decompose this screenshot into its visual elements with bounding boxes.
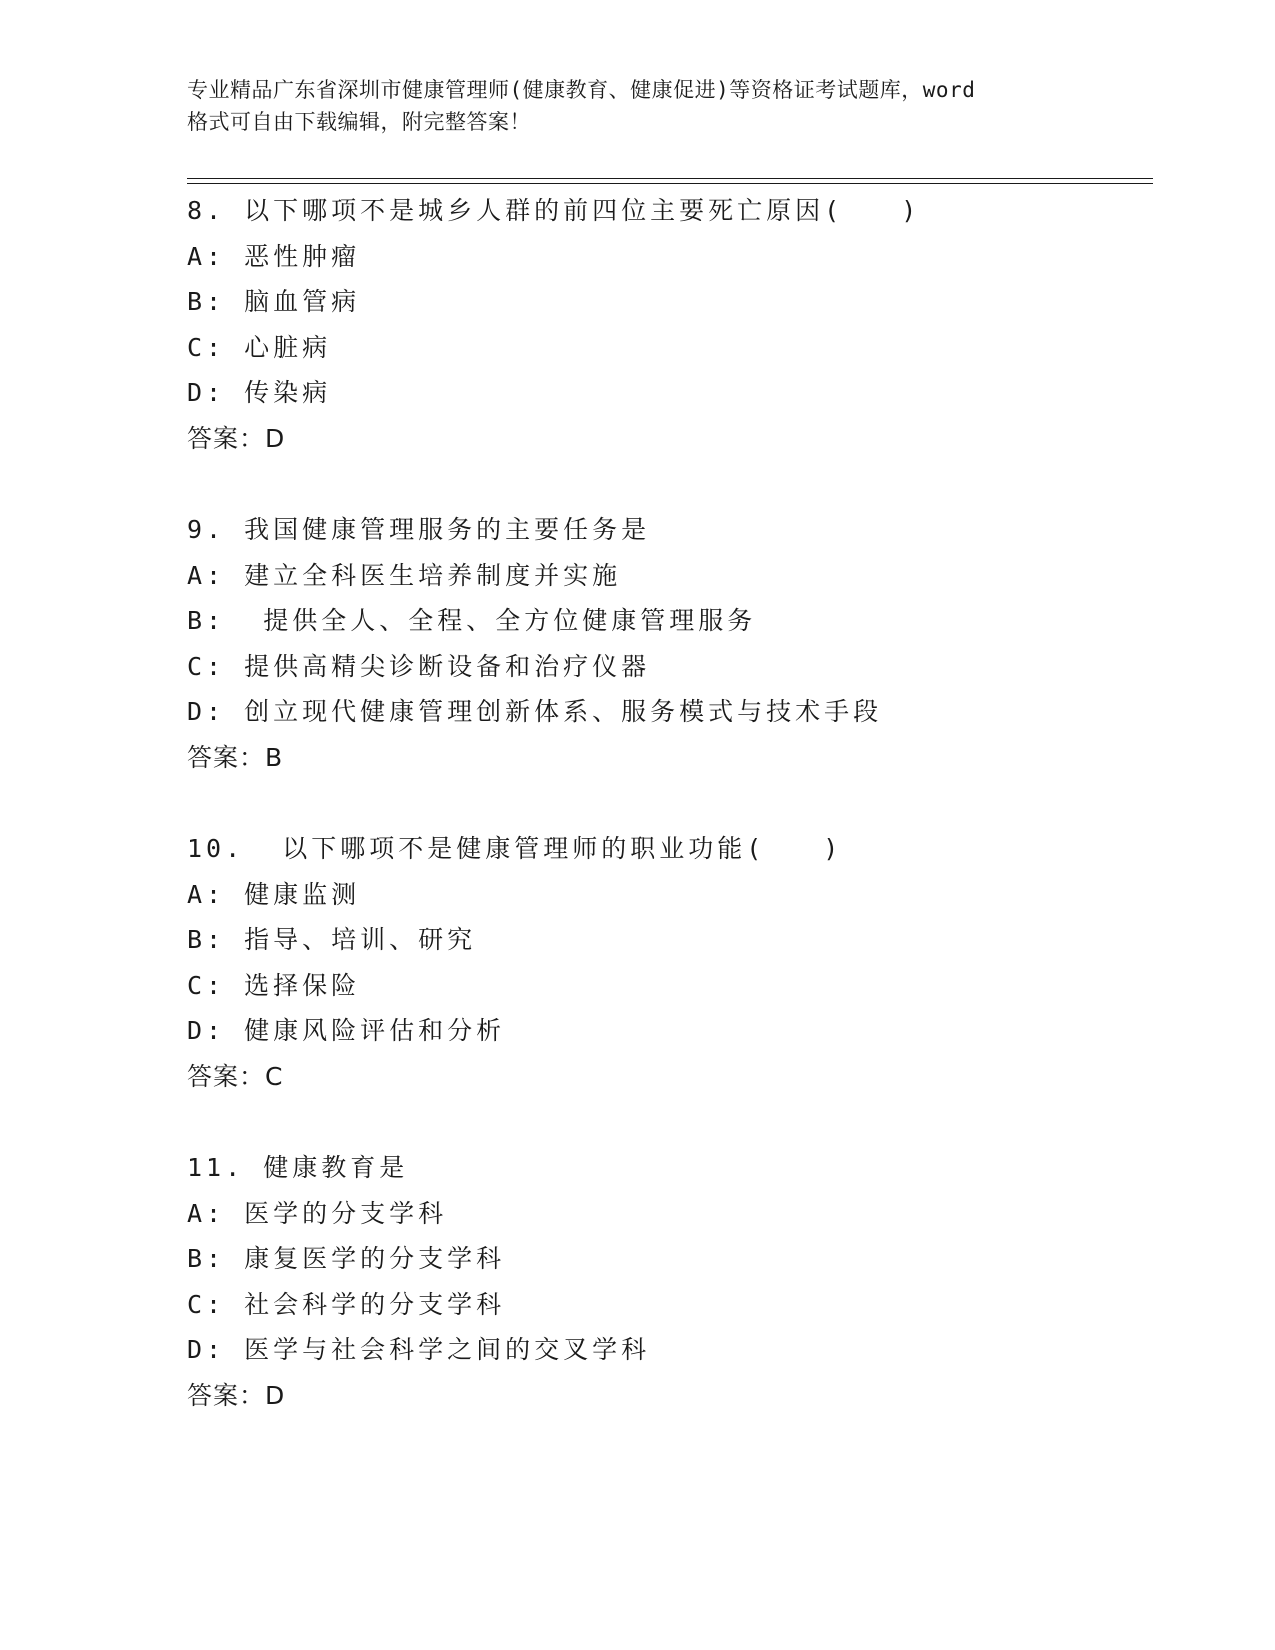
document-header: [187, 74, 1107, 138]
answer-line: 答案：B: [187, 742, 284, 772]
question-stem: 9. 我国健康管理服务的主要任务是: [187, 515, 651, 544]
answer-line: 答案：D: [187, 423, 286, 453]
option-d: D: 医学与社会科学之间的交叉学科: [187, 1335, 651, 1364]
option-b: B: 提供全人、全程、全方位健康管理服务: [187, 606, 757, 635]
option-c: C: 心脏病: [187, 332, 332, 362]
option-b: B: 康复医学的分支学科: [187, 1244, 506, 1273]
option-d: D: 传染病: [187, 378, 332, 407]
header-divider-bottom: [187, 183, 1153, 184]
option-d: D: 健康风险评估和分析: [187, 1016, 506, 1045]
option-a: A: 恶性肿瘤: [187, 241, 361, 271]
question-stem: 11. 健康教育是: [187, 1153, 409, 1182]
header-line-1: 专业精品广东省深圳市健康管理师(健康教育、健康促进)等资格证考试题库，word: [187, 78, 976, 102]
option-a: A: 健康监测: [187, 879, 361, 909]
option-b: B: 脑血管病: [187, 287, 361, 316]
option-b: B: 指导、培训、研究: [187, 925, 477, 954]
question-stem: 8. 以下哪项不是城乡人群的前四位主要死亡原因( ): [187, 196, 921, 225]
question-9: [187, 507, 1147, 780]
answer-line: 答案：D: [187, 1380, 286, 1410]
option-d: D: 创立现代健康管理创新体系、服务模式与技术手段: [187, 697, 883, 726]
option-a: A: 建立全科医生培养制度并实施: [187, 560, 622, 590]
question-stem: 10. 以下哪项不是健康管理师的职业功能( ): [187, 834, 843, 863]
header-line-2: 格式可自由下载编辑，附完整答案！: [187, 110, 531, 134]
option-a: A: 医学的分支学科: [187, 1198, 448, 1228]
header-divider-top: [187, 178, 1153, 179]
question-11: [187, 1145, 1147, 1418]
option-c: C: 选择保险: [187, 970, 361, 1000]
question-10: [187, 826, 1147, 1099]
question-8: [187, 188, 1147, 461]
option-c: C: 提供高精尖诊断设备和治疗仪器: [187, 651, 651, 681]
answer-line: 答案：C: [187, 1061, 284, 1091]
option-c: C: 社会科学的分支学科: [187, 1289, 506, 1319]
